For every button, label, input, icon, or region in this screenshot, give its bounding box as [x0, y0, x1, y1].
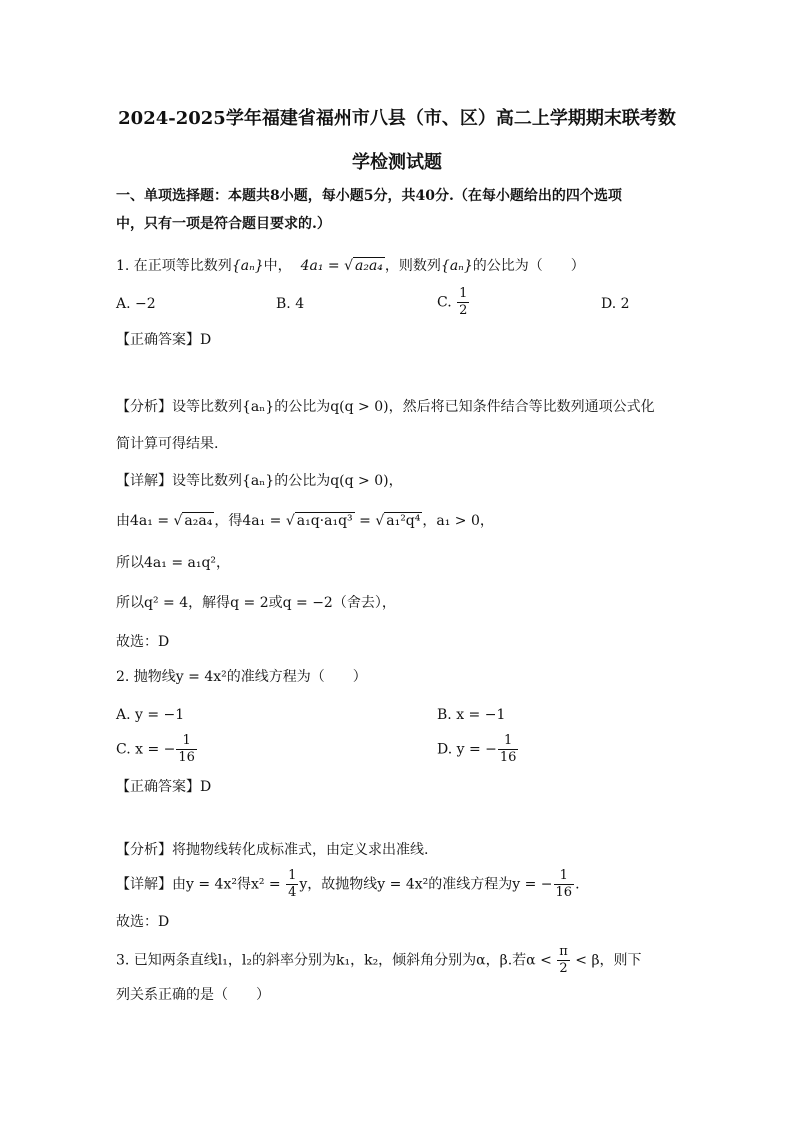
- q2-option-c-pre: C. x = −: [116, 741, 176, 758]
- q1-detail-2e: =: [354, 513, 376, 529]
- q2-option-d-num: 1: [498, 733, 519, 750]
- q2-analysis: 【分析】将抛物线转化成标准式，由定义求出准线.: [116, 842, 429, 858]
- q2-option-d-pre: D. y = −: [437, 741, 497, 758]
- q2-option-b: B. x = −1: [437, 707, 506, 723]
- q2-option-c: [116, 733, 198, 766]
- q2-detail-b: y，故抛物线y = 4x²的准线方程为y = −: [299, 876, 553, 893]
- q2-choice: 故选：D: [116, 914, 170, 930]
- q2-stem: 2. 抛物线y = 4x²的准线方程为（ ）: [116, 669, 367, 685]
- title-line-1: 2024-2025学年福建省福州市八县（市、区）高二上学期期末联考数: [118, 108, 676, 129]
- title-line-2: 学检测试题: [352, 152, 442, 173]
- q1-analysis-line-1: 【分析】设等比数列{aₙ}的公比为q(q > 0)，然后将已知条件结合等比数列通项公式化: [116, 399, 655, 415]
- q1-answer: 【正确答案】D: [116, 332, 212, 348]
- q1-option-a: A. −2: [116, 296, 156, 312]
- q1-detail-line-2: 由4a₁ = √ a₂a₄ ，得4a₁ = √ a₁q·a₁q³ = √ a₁²q⁴ ，a₁ > 0，: [116, 513, 494, 529]
- q2-answer: 【正确答案】D: [116, 779, 212, 795]
- q1-detail-2c: ，得4a₁ =: [214, 513, 286, 529]
- q1-analysis-line-2: 简计算可得结果.: [116, 436, 219, 452]
- q2-detail-den2: 16: [555, 885, 573, 900]
- q1-mid: 中，: [263, 258, 292, 274]
- q1-option-c: [437, 286, 470, 319]
- q1-seq: {aₙ}: [231, 258, 264, 274]
- q1-choice: 故选：D: [116, 634, 170, 650]
- q2-detail-c: .: [575, 876, 580, 893]
- q2-detail-den1: 4: [288, 885, 297, 900]
- section-heading-line-2: 中，只有一项是符合题目要求的.）: [116, 216, 331, 232]
- q1-end: 的公比为（ ）: [472, 258, 585, 274]
- q1-option-c-den: 2: [459, 303, 468, 318]
- q1-detail-line-3: 所以4a₁ = a₁q²，: [116, 555, 231, 571]
- q2-option-c-den: 16: [178, 750, 195, 765]
- q1-detail-2a: 由4a₁ =: [116, 513, 174, 529]
- q3-pi-num: π: [559, 944, 568, 959]
- q2-option-d: [437, 733, 519, 766]
- q3-pi-den: 2: [559, 961, 568, 976]
- q2-detail: [116, 868, 580, 901]
- q1-detail-2d: a₁q·a₁q³: [296, 513, 353, 529]
- q2-option-c-num: 1: [176, 733, 197, 750]
- q3-line1a: 3. 已知两条直线l₁，l₂的斜率分别为k₁，k₂，倾斜角分别为α，β.若α <: [116, 952, 557, 969]
- q1-option-c-num: 1: [459, 286, 468, 301]
- q3-stem-line-2: 列关系正确的是（ ）: [116, 987, 270, 1003]
- q1-seq-2: {aₙ}: [440, 258, 473, 274]
- q3-line1b: < β，则下: [570, 952, 642, 969]
- q2-detail-num1: 1: [288, 868, 297, 883]
- q1-sqrt: a₂a₄: [354, 258, 383, 274]
- q1-detail-line-4: 所以q² = 4，解得q = 2或q = −2（舍去），: [116, 595, 396, 611]
- q1-option-b: B. 4: [276, 296, 305, 312]
- q1-after: ，则数列: [384, 258, 441, 274]
- q1-eq: 4a₁ =: [300, 258, 345, 274]
- q2-detail-a: 【详解】由y = 4x²得x² =: [116, 876, 286, 893]
- q1-detail-2g: ，a₁ > 0，: [422, 513, 494, 529]
- q2-option-a: A. y = −1: [116, 707, 185, 723]
- q1-option-d: D. 2: [601, 296, 630, 312]
- q1-prefix: 1. 在正项等比数列: [116, 258, 232, 274]
- q2-detail-num2: 1: [554, 868, 575, 885]
- q2-option-d-den: 16: [499, 750, 517, 765]
- q1-stem: 1. 在正项等比数列{aₙ}中， 4a₁ = √ a₂a₄ ，则数列{aₙ}的公比为（ ）: [116, 258, 585, 274]
- q1-detail-2f: a₁²q⁴: [386, 513, 421, 529]
- q1-option-c-label: C.: [437, 294, 452, 311]
- q1-detail-2b: a₂a₄: [184, 513, 213, 529]
- q3-stem-line-1: [116, 944, 642, 977]
- section-heading-line-1: 一、单项选择题：本题共8小题，每小题5分，共40分.（在每小题给出的四个选项: [116, 188, 622, 204]
- q1-detail-line-1: 【详解】设等比数列{aₙ}的公比为q(q > 0)，: [116, 473, 403, 489]
